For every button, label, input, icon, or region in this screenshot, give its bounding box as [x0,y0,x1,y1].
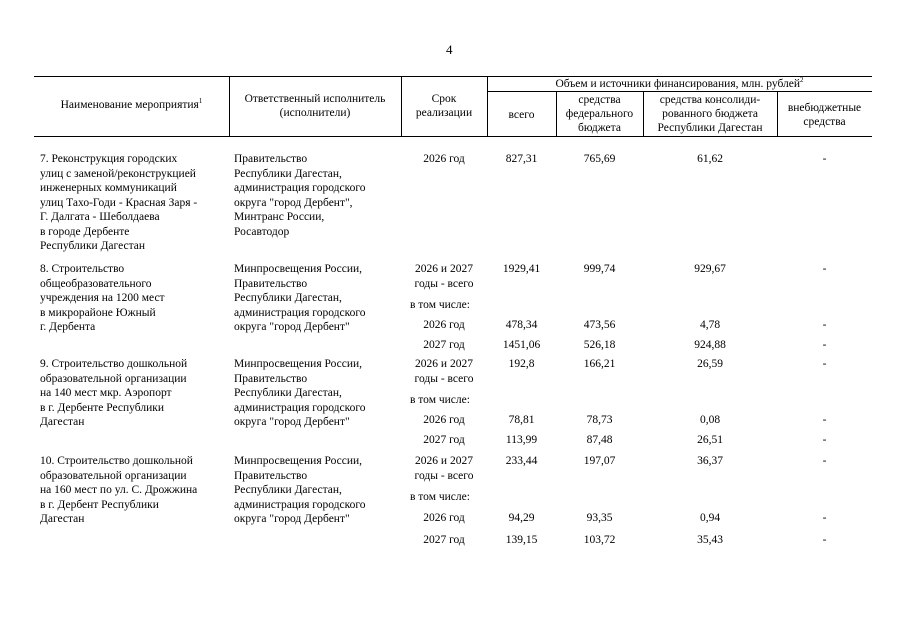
row10-consol-2027: 35,43 [697,534,723,546]
header-consolidated [643,93,777,135]
row8-total-2027: 1451,06 [502,339,541,351]
row9-consol-2027: 26,51 [697,434,723,446]
header-name-text: Наименование мероприятия [60,99,199,111]
row8-executor [234,262,366,335]
row8-exec-line: округа "город Дербент" [234,321,350,333]
row10-exec-line: Правительство [234,469,308,482]
funding-subheader-rule [487,91,872,92]
header-consol-line2: рованного бюджета [662,108,758,120]
row8-term-2026: 2026 год [423,319,465,331]
header-bottom-rule [34,136,872,137]
row7-name-line: Республики Дагестан [40,240,145,252]
header-extra-line2: средства [803,116,846,128]
header-executor [229,92,401,120]
header-total [487,108,556,122]
row9-extra-2026: - [822,414,827,426]
row8-term-total [401,262,487,291]
row9-consolidated: 26,59 [697,358,723,370]
page-number: 4 [446,42,453,57]
row10-name-line: 10. Строительство дошкольной [40,455,193,467]
header-consol-line1: средства консолиди- [659,94,761,106]
row9-exec-line: Правительство [234,372,308,385]
row7-name-line: инженерных коммуникаций [40,182,177,194]
row9-name-line: 9. Строительство дошкольной [40,358,188,370]
row8-name-line: г. Дербента [40,321,96,333]
row9-federal: 166,21 [583,358,616,370]
header-federal [556,93,643,135]
row10-executor [234,454,366,527]
row8-extra-2026: - [822,319,827,331]
row7-exec-line: округа "город Дербент", [234,196,353,209]
row9-federal-2027: 87,48 [586,434,613,446]
header-name-footnote: 1 [198,97,203,106]
row10-federal-2026: 93,35 [586,512,613,524]
row9-exec-line: Республики Дагестан, [234,387,342,399]
row8-federal: 999,74 [583,263,616,275]
row9-name-line: образовательной организации [40,372,187,385]
row10-total: 233,44 [505,455,538,467]
row9-name-line: на 140 мест мкр. Аэропорт [40,387,172,399]
row7-name-line: 7. Реконструкция городских [40,153,178,165]
header-term-line2: реализации [415,107,473,119]
row7-federal: 765,69 [583,153,616,165]
row8-consol-2027: 924,88 [694,339,726,351]
row9-exec-line: Минпросвещения России, [234,358,363,370]
row9-consol-2026: 0,08 [699,414,721,426]
header-term-line1: Срок [431,93,457,105]
row10-federal: 197,07 [583,455,616,467]
row9-exec-line: округа "город Дербент" [234,416,350,428]
row8-term-line2: годы - всего [414,277,474,290]
row10-extra-2027: - [822,534,827,546]
row8-term-line1: 2026 и 2027 [415,263,473,275]
header-federal-line1: средства [578,94,621,106]
row7-exec-line: Республики Дагестан, [234,167,342,180]
row7-consolidated: 61,62 [697,153,723,165]
row8-extra-2027: - [822,339,827,351]
row9-term-total [401,357,487,386]
row10-name-line: на 160 мест по ул. С. Дрожжина [40,484,198,496]
header-consol-line3: Республики Дагестан [657,122,763,134]
row10-term-line2: годы - всего [414,469,474,482]
row10-term-total [401,454,487,483]
row9-term-line2: годы - всего [414,372,474,385]
row8-name [40,262,165,335]
header-funding-footnote: 2 [800,76,804,85]
row10-consol-2026: 0,94 [699,512,721,524]
row7-name [40,152,197,254]
header-total-text: всего [508,109,535,121]
row8-extrabudget: - [822,263,827,275]
row8-term-2027: 2027 год [423,339,465,351]
row9-name [40,357,187,430]
row8-total-2026: 478,34 [505,319,538,331]
row9-total-2026: 78,81 [508,414,535,426]
row10-total-2027: 139,15 [505,534,538,546]
row9-name-line: Дагестан [40,416,85,428]
row8-name-line: 8. Строительство [40,263,125,275]
row8-total: 1929,41 [502,263,541,275]
header-funding-text: Объем и источники финансирования, млн. рублей [555,78,801,90]
header-funding-group [487,77,872,91]
row8-name-line: учреждения на 1200 мест [40,292,165,304]
row7-exec-line: Минтранс России, [234,211,325,223]
header-executor-line1: Ответственный исполнитель [244,93,386,105]
row9-note: в том числе: [410,394,470,406]
row7-term: 2026 год [423,153,465,165]
header-extra-line1: внебюджетные [787,102,862,114]
row9-total-2027: 113,99 [505,434,538,446]
row9-name-line: в г. Дербенте Республики [40,401,164,414]
row10-exec-line: администрация городского [234,498,366,511]
row7-name-line: Г. Далгата - Шеболдаева [40,211,160,223]
row8-name-line: в микрорайоне Южный [40,306,156,319]
row10-extra-2026: - [822,512,827,524]
header-extrabudget [777,101,872,129]
row10-consolidated: 36,37 [697,455,723,467]
header-federal-line2: федерального [565,108,634,120]
row7-exec-line: администрация городского [234,182,366,194]
row10-federal-2027: 103,72 [583,534,616,546]
row10-exec-line: округа "город Дербент" [234,513,350,525]
row10-term-2027: 2027 год [423,534,465,546]
row10-exec-line: Минпросвещения России, [234,455,363,467]
header-federal-line3: бюджета [578,122,621,134]
header-executor-line2: (исполнители) [279,107,351,119]
row10-term-line1: 2026 и 2027 [415,455,473,467]
row8-name-line: общеобразовательного [40,277,152,290]
header-term [401,92,487,120]
row8-exec-line: Республики Дагестан, [234,292,342,304]
row8-consol-2026: 4,78 [699,319,721,331]
row7-total: 827,31 [505,153,538,165]
row8-federal-2026: 473,56 [583,319,616,331]
row10-name-line: Дагестан [40,513,85,525]
row9-federal-2026: 78,73 [586,414,613,426]
row8-exec-line: Правительство [234,277,308,290]
row8-exec-line: Минпросвещения России, [234,263,363,275]
row7-extrabudget: - [822,153,827,165]
row7-name-line: в городе Дербенте [40,225,130,238]
row10-note: в том числе: [410,491,470,503]
row10-term-2026: 2026 год [423,512,465,524]
row9-term-2027: 2027 год [423,434,465,446]
row9-total: 192,8 [508,358,535,370]
row9-extra-2027: - [822,434,827,446]
row7-executor [234,152,366,239]
row9-executor [234,357,366,430]
row10-exec-line: Республики Дагестан, [234,484,342,496]
row9-term-line1: 2026 и 2027 [415,358,473,370]
row7-name-line: улиц Тахо-Годи - Красная Заря - [40,196,198,209]
row10-extrabudget: - [822,455,827,467]
row8-exec-line: администрация городского [234,306,366,319]
row9-term-2026: 2026 год [423,414,465,426]
row7-exec-line: Правительство [234,153,308,165]
row7-name-line: улиц с заменой/реконструкцией [40,167,196,180]
row8-consolidated: 929,67 [694,263,726,275]
row10-name [40,454,197,527]
row8-federal-2027: 526,18 [583,339,616,351]
row7-exec-line: Росавтодор [234,225,290,238]
header-name [34,98,229,112]
row10-name-line: в г. Дербент Республики [40,498,159,511]
row9-exec-line: администрация городского [234,401,366,414]
row8-note: в том числе: [410,299,470,311]
row10-name-line: образовательной организации [40,469,187,482]
row10-total-2026: 94,29 [508,512,535,524]
row9-extrabudget: - [822,358,827,370]
